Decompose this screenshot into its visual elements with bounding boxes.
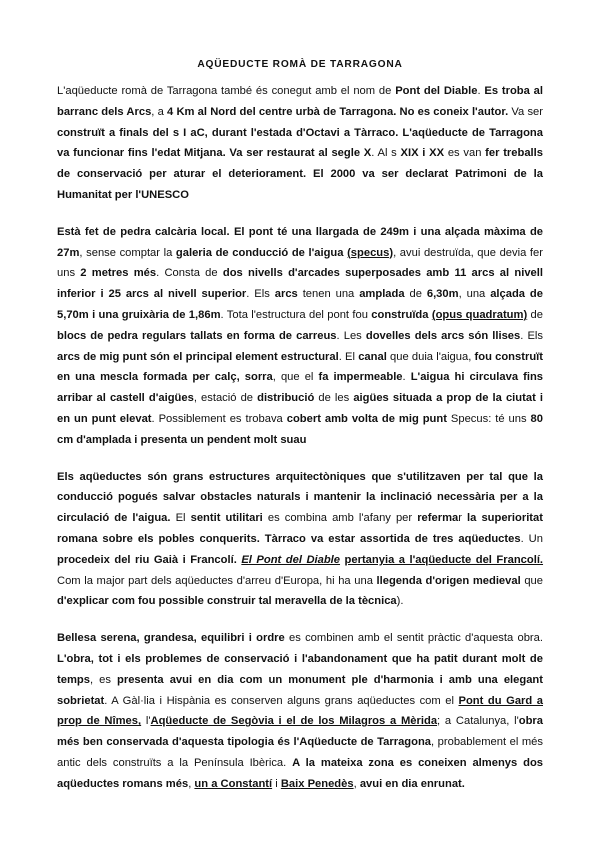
- text-run: Està fet de pedra calcària local.: [57, 225, 230, 238]
- text-run: amplada: [359, 288, 405, 301]
- text-run: , avui destruïda, que devia fer uns: [57, 246, 543, 280]
- text-run: fer treballs de conservació per aturar el deteriorament. El 2000 va ser declarat Patrimoni de la Humanitat per l'UNESCO: [57, 147, 543, 201]
- text-run: .: [402, 371, 411, 384]
- text-run: es van: [444, 147, 486, 160]
- text-run: 4 Km al Nord del centre urbà de Tarragona. No es coneix l'autor.: [167, 105, 509, 118]
- text-run: , estació de: [193, 392, 258, 405]
- text-run: El: [170, 512, 191, 525]
- text-run: Es troba al barranc dels Arcs: [57, 85, 544, 118]
- text-run: Aqüeducte de Segòvia i el de los Milagros a Mèrida: [150, 715, 438, 728]
- text-run: . Possiblement es trobava: [151, 412, 287, 425]
- text-run: . Un: [520, 532, 543, 545]
- text-run: ,: [188, 777, 195, 790]
- text-run: Va ser: [508, 105, 543, 118]
- text-run: construït a finals del s I aC, durant l'estada d'Octavi a Tàrraco. L'aqüeducte de Tarragona va funcionar fins l'edat Mitjana. Va ser restaurat al segle X: [57, 126, 543, 160]
- text-run: fou construït en una mescla formada per calç, sorra: [57, 350, 543, 384]
- text-run: Bellesa serena, grandesa, equilibri i ordre: [57, 632, 285, 645]
- document-title: AQÜEDUCTE ROMÀ DE TARRAGONA: [197, 59, 403, 70]
- text-run: 2 metres més: [80, 267, 157, 280]
- text-run: que: [520, 574, 543, 587]
- text-run: (specus): [347, 246, 394, 259]
- text-run: A la mateixa zona es coneixen almenys dos aqüeductes romans més: [57, 756, 543, 790]
- text-run: es combina amb l'afany per: [262, 512, 418, 525]
- text-run: . Les: [336, 329, 366, 342]
- text-run: canal: [358, 350, 387, 363]
- text-run: , una: [458, 288, 491, 301]
- text-run: , probablement el més antic dels construïts a la Península Ibèrica.: [57, 736, 543, 769]
- text-run: aigües situada a prop de la ciutat i en un punt elevat: [57, 392, 543, 425]
- text-run: galeria de conducció de l'aigua: [175, 246, 344, 259]
- text-run: ; a Catalunya, l': [437, 715, 519, 728]
- text-run: L'aigua hi circulava fins arribar al castell d'aigües: [57, 371, 544, 405]
- text-run: dovelles dels arcs són llises: [365, 329, 521, 342]
- text-run: pertanyia a l'aqüeducte del Francolí.: [344, 553, 544, 566]
- text-run: referma: [417, 512, 459, 525]
- text-run: . A Gàl·lia i Hispània es conserven alguns grans aqüeductes com el: [104, 694, 459, 707]
- text-run: l': [141, 715, 151, 728]
- text-run: dos nivells d'arcades superposades amb 11 arcs al nivell inferior i 25 arcs al nivell superior: [57, 267, 543, 301]
- text-run: . Tota l'estructura del pont fou: [220, 308, 372, 321]
- text-run: avui en dia enrunat.: [359, 777, 465, 790]
- text-run: Baix Penedès: [280, 777, 354, 790]
- text-run: alçada de 5,70m i una gruixària de 1,86m: [57, 288, 543, 321]
- text-run: (opus quadratum): [431, 308, 528, 321]
- paragraph-beauty: [57, 628, 543, 794]
- text-run: arcs: [274, 288, 298, 301]
- text-run: , es: [89, 673, 117, 686]
- text-run: procedeix del riu Gaià i Francolí.: [57, 553, 237, 566]
- text-run: L'aqüeducte romà de Tarragona també és conegut amb el nom de: [57, 85, 396, 97]
- text-run: ).: [396, 595, 404, 608]
- text-run: . Consta de: [156, 267, 223, 280]
- text-run: que duia l'aigua,: [386, 350, 475, 363]
- text-run: XIX i XX: [400, 147, 445, 160]
- text-run: Specus: té uns: [446, 412, 531, 425]
- text-run: 80 cm d'amplada i presenta un pendent molt suau: [57, 412, 543, 446]
- text-run: . Al s: [371, 147, 401, 160]
- text-run: Els aqüeductes són grans estructures arquitectòniques que s'utilitzaven per tal que la conducció pogués salvar obstacles naturals i mantenir la inclinació necessària per a la circulació de l'aigua.: [57, 470, 543, 525]
- text-run: de les: [314, 392, 354, 405]
- text-run: construïda: [371, 308, 429, 321]
- text-run: .: [477, 85, 485, 97]
- text-run: blocs de pedra regulars tallats en forma de carreus: [57, 329, 337, 342]
- text-run: , sense comptar la: [79, 246, 176, 259]
- text-run: . El: [338, 350, 359, 363]
- text-run: , a: [151, 105, 168, 118]
- text-run: arcs de mig punt són el principal element estructural: [57, 350, 339, 363]
- text-run: es combinen amb el sentit pràctic d'aquesta obra.: [284, 632, 543, 645]
- text-run: ,: [353, 777, 360, 790]
- text-run: distribució: [257, 392, 315, 405]
- text-run: obra més ben conservada d'aquesta tipologia és l'Aqüeducte de Tarragona: [57, 715, 544, 749]
- text-run: . Els: [246, 288, 275, 301]
- text-run: r: [458, 512, 468, 525]
- text-run: , que el: [272, 371, 319, 384]
- paragraph-aqueducts: [57, 467, 543, 613]
- text-run: un a Constantí: [194, 777, 273, 790]
- text-run: la superioritat romana sobre els pobles conquerits. Tàrraco va estar assortida de tres aqüeductes: [57, 512, 543, 545]
- text-run: El pont té una llargada de 249m i una alçada màxima de 27m: [57, 225, 544, 259]
- text-run: . Els: [520, 329, 543, 342]
- text-run: presenta avui en dia com un monument ple d'harmonia i amb una elegant sobrietat: [57, 673, 543, 707]
- text-run: L'obra, tot i els problemes de conservació i l'abandonament que ha patit durant molt de temps: [57, 652, 543, 686]
- text-run: 6,30m: [426, 288, 459, 301]
- text-run: de: [527, 308, 543, 321]
- text-run: llegenda d'origen medieval: [376, 574, 521, 587]
- text-run: de: [404, 288, 427, 301]
- text-run: sentit utilitari: [190, 512, 263, 525]
- paragraph-structure: [57, 222, 543, 451]
- text-run: d'explicar com fou possible construir tal meravella de la tècnica: [57, 595, 397, 608]
- paragraph-intro: [57, 81, 543, 206]
- text-run: Pont del Diable: [395, 85, 478, 97]
- text-run: cobert amb volta de mig punt: [286, 412, 447, 425]
- text-run: Com la major part dels aqüeductes d'arreu d'Europa, hi ha una: [57, 574, 377, 587]
- text-run: tenen una: [297, 288, 360, 301]
- text-run: i: [272, 777, 281, 790]
- text-run: fa impermeable: [318, 371, 403, 384]
- text-run: El Pont del Diable: [241, 553, 341, 566]
- text-run: Pont du Gard a prop de Nîmes,: [57, 694, 543, 728]
